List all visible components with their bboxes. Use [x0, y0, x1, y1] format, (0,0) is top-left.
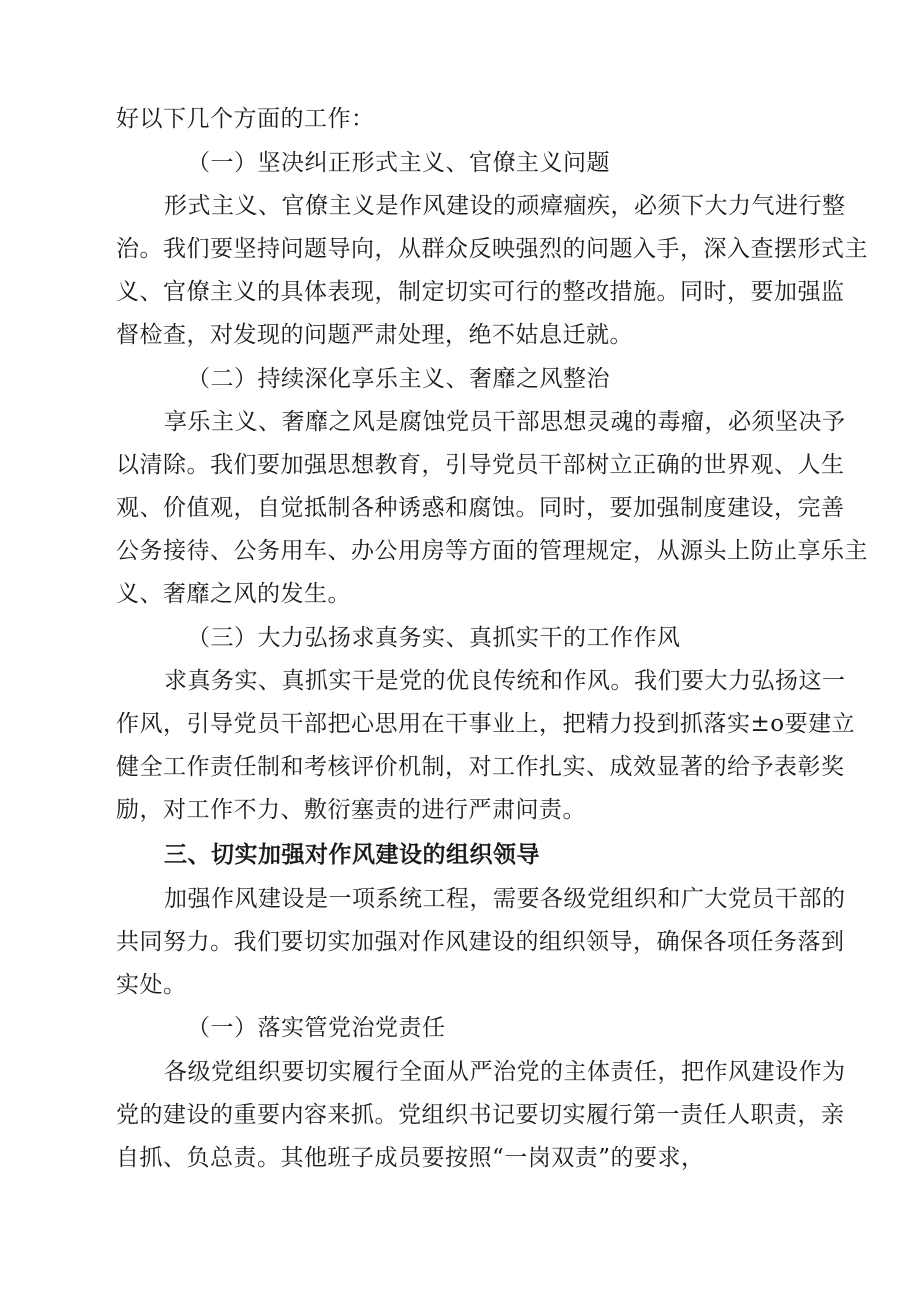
section-two-line-4: 公务接待、公务用车、办公用房等方面的管理规定，从源头上防止享乐主 [116, 538, 868, 564]
intro-line: 好以下几个方面的工作： [116, 106, 375, 132]
part-three-line-1: 加强作风建设是一项系统工程，需要各级党组织和广大党员干部的 [164, 886, 846, 912]
section-one-line-4: 督检查，对发现的问题严肃处理，绝不姑息迁就。 [116, 322, 633, 348]
section-two-line-2: 以清除。我们要加强思想教育，引导党员干部树立正确的世界观、人生 [116, 452, 845, 478]
part-three-one-line-3: 自抓、负总责。其他班子成员要按照“一岗双责”的要求， [116, 1145, 705, 1171]
section-two-heading: （二）持续深化享乐主义、奢靡之风整治 [187, 366, 610, 392]
section-two-line-3: 观、价值观，自觉抵制各种诱惑和腐蚀。同时，要加强制度建设，完善 [116, 495, 845, 521]
section-one-line-3: 义、官僚主义的具体表现，制定切实可行的整改措施。同时，要加强监 [116, 279, 845, 305]
section-two-line-5: 义、奢靡之风的发生。 [116, 581, 351, 607]
section-three-line-2: 作风，引导党员干部把心思用在干事业上，把精力投到抓落实±o要建立 [116, 711, 856, 737]
section-one-heading: （一）坚决纠正形式主义、官僚主义问题 [187, 150, 610, 176]
part-three-line-3: 实处。 [116, 972, 187, 998]
section-three-heading: （三）大力弘扬求真务实、真抓实干的工作作风 [187, 625, 681, 651]
section-three-line-3: 健全工作责任制和考核评价机制，对工作扎实、成效显著的给予表彰奖 [116, 754, 845, 780]
section-three-line-1: 求真务实、真抓实干是党的优良传统和作风。我们要大力弘扬这一 [164, 668, 846, 694]
part-three-one-heading: （一）落实管党治党责任 [187, 1015, 446, 1041]
part-three-line-2: 共同努力。我们要切实加强对作风建设的组织领导，确保各项任务落到 [116, 929, 845, 955]
section-one-line-1: 形式主义、官僚主义是作风建设的顽瘴痼疾，必须下大力气进行整 [164, 193, 846, 219]
part-three-one-line-1: 各级党组织要切实履行全面从严治党的主体责任，把作风建设作为 [164, 1059, 846, 1085]
part-three-heading: 三、切实加强对作风建设的组织领导 [164, 842, 540, 868]
section-one-line-2: 治。我们要坚持问题导向，从群众反映强烈的问题入手，深入查摆形式主 [116, 236, 868, 262]
section-two-line-1: 享乐主义、奢靡之风是腐蚀党员干部思想灵魂的毒瘤，必须坚决予 [164, 409, 846, 435]
section-three-line-4: 励，对工作不力、敷衍塞责的进行严肃问责。 [116, 797, 586, 823]
part-three-one-line-2: 党的建设的重要内容来抓。党组织书记要切实履行第一责任人职责，亲 [116, 1102, 845, 1128]
